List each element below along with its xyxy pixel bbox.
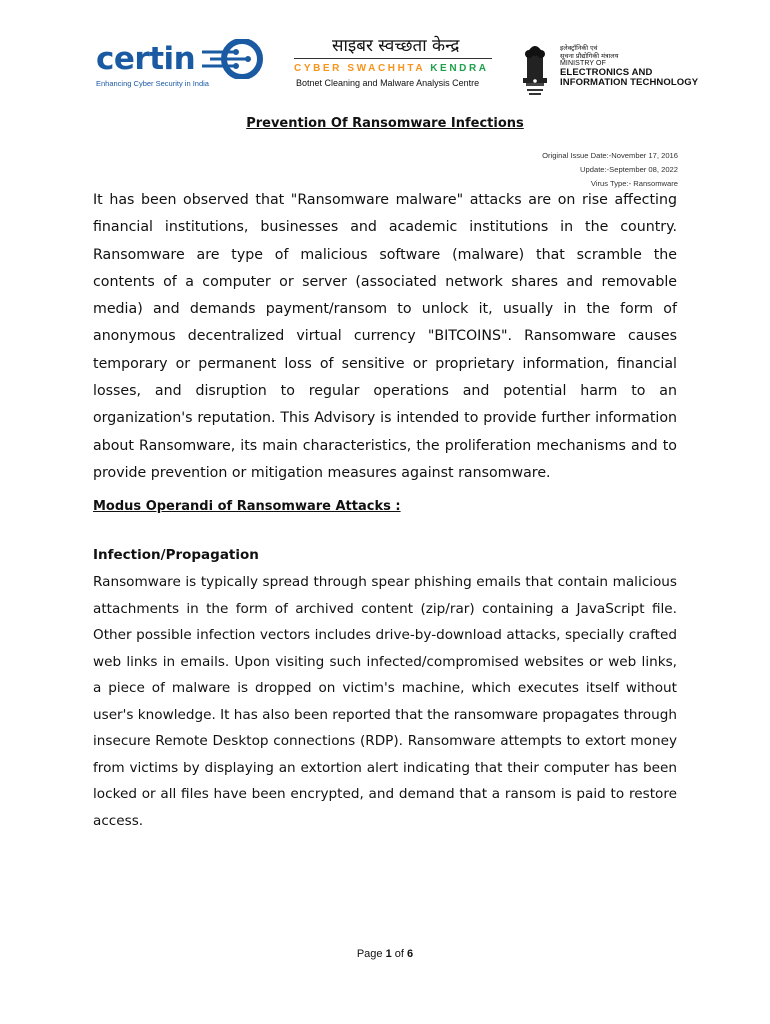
csk-logo <box>294 38 494 94</box>
csk-subtitle: Botnet Cleaning and Malware Analysis Centre <box>296 78 480 88</box>
page-prefix: Page <box>356 948 386 960</box>
document-metadata <box>542 149 678 191</box>
csk-english-title-part-a: CYBER SWACHHTA <box>294 63 425 74</box>
ministry-hindi-line-1: इलेक्ट्रॉनिकी एवं <box>560 44 598 52</box>
intro-paragraph: It has been observed that "Ransomware malware" attacks are on rise affecting financial institutions, businesses and academic institutions in the country. Ransomware are type of malicious software (malware) that scramble the contents of a computer or server (associated network shares and removable media) and demands payment/ransom to unlock it, usually in the form of anonymous decentralized virtual currency "BITCOINS". Ransomware causes temporary or permanent loss of sensitive or proprietary information, financial losses, and disruption to regular operations and potential harm to an organization's reputation. This Advisory is intended to provide further information about Ransomware, its main characteristics, the proliferation mechanisms and to provide prevention or mitigation measures against ransomware. <box>93 192 677 481</box>
page-number <box>0 948 770 960</box>
virus-type: Virus Type:- Ransomware <box>590 179 678 188</box>
certin-logo-icon <box>196 39 266 79</box>
certin-tagline: Enhancing Cyber Security in India <box>96 79 209 88</box>
current-page: 1 <box>385 948 392 960</box>
csk-english-title-part-b: KENDRA <box>424 63 489 74</box>
page-of: of <box>391 948 408 960</box>
document-title: Prevention Of Ransomware Infections <box>246 116 524 131</box>
document-header <box>0 0 770 110</box>
ministry-english-line-3: INFORMATION TECHNOLOGY <box>560 76 699 88</box>
national-emblem-icon <box>518 40 552 98</box>
ministry-logo <box>560 44 710 94</box>
csk-hindi-title: साइबर स्वच्छता केन्द्र <box>332 36 460 56</box>
section-heading: Modus Operandi of Ransomware Attacks : <box>93 499 401 514</box>
csk-english-title <box>294 63 489 74</box>
infection-paragraph: Ransomware is typically spread through spear phishing emails that contain malicious attachments in the form of archived content (zip/rar) containing a JavaScript file. Other possible infection vectors includes drive-by-download attacks, specially crafted web links in emails. Upon visiting such infected/compromised websites or web links, a piece of malware is dropped on victim's machine, which executes itself without user's knowledge. It has also been reported that the ransomware propagates through insecure Remote Desktop connections (RDP). Ransomware attempts to extort money from victims by displaying an extortion alert indicating that their computer has been locked or all files have been encrypted, and demand that a ransom is paid to restore access. <box>93 574 677 829</box>
sub-heading: Infection/Propagation <box>93 547 259 563</box>
total-pages: 6 <box>407 948 414 960</box>
original-issue-date: Original Issue Date:-November 17, 2016 <box>542 151 678 160</box>
update-date: Update:-September 08, 2022 <box>580 165 678 174</box>
certin-logo-text: certin <box>96 41 196 77</box>
certin-logo <box>92 40 272 90</box>
ministry-english-line-1: MINISTRY OF <box>560 60 606 68</box>
ministry-hindi-line-2: सूचना प्रौद्योगिकी मंत्रालय <box>560 52 619 61</box>
ministry-english-line-2: ELECTRONICS AND <box>560 66 653 78</box>
csk-divider <box>294 58 492 59</box>
